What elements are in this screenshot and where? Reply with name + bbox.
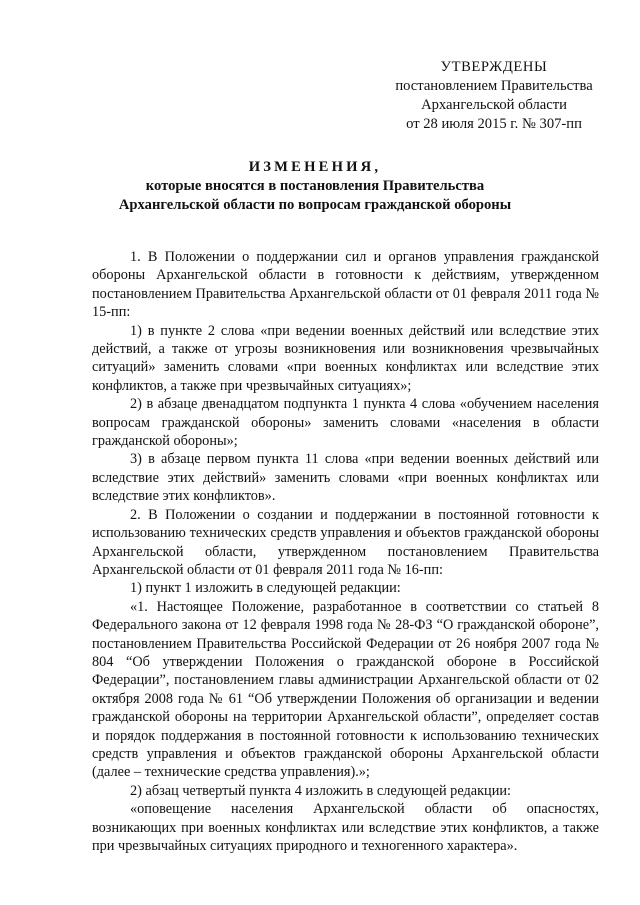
paragraph: «1. Настоящее Положение, разработанное в соответствии со статьей 8 Федерального закона от 12 февраля 1998 года № 28-ФЗ “О гражданской обороне”, постановлением Правительства Российской Федерации от 26 ноября 2007 года № 804 “Об утверждении Положения о гражданской обороне в Российской Федерации”, постановлением главы администрации Архангельской области от 02 октября 2008 года № 61 “Об утверждении Положения об организации и ведении гражданской обороны на территории Архангельской области”, определяет состав и порядок поддержания в постоянной готовности к использованию технических средств управления и объектов гражданской обороны Архангельской области (далее – технические средства управления).»; bbox=[92, 598, 599, 781]
paragraph: 3) в абзаце первом пункта 11 слова «при ведении военных действий или вследствие этих действий» заменить словами «при военных конфликтах или вследствие этих конфликтов». bbox=[92, 451, 599, 505]
approved-title: УТВЕРЖДЕНЫ bbox=[440, 59, 548, 75]
document-title bbox=[60, 158, 570, 215]
document-heading: ИЗМЕНЕНИЯ, bbox=[248, 159, 382, 175]
paragraph: 1) в пункте 2 слова «при ведении военных действий или вследствие этих действий, а также от угрозы возникновения или возникновения чрезвычайных ситуаций» заменить словами «при военных конфликтах или вследствие этих конфликтов, а также при чрезвычайных ситуациях»; bbox=[92, 322, 599, 394]
document-subtitle-line: которые вносятся в постановления Правительства bbox=[145, 178, 485, 194]
paragraph: 1) пункт 1 изложить в следующей редакции: bbox=[130, 580, 401, 597]
document-subtitle-line: Архангельской области по вопросам гражданской обороны bbox=[118, 197, 512, 213]
document-body bbox=[92, 248, 599, 855]
approved-line: постановлением Правительства bbox=[395, 78, 593, 94]
paragraph: 2. В Положении о создании и поддержании в постоянной готовности к использованию технических средств управления и объектов гражданской обороны Архангельской области, утвержденном постановлением Правительства Архангельской области от 01 февраля 2011 года № 16-пп: bbox=[92, 506, 599, 578]
approved-line: Архангельской области bbox=[421, 97, 567, 113]
paragraph: 2) абзац четвертый пункта 4 изложить в следующей редакции: bbox=[130, 782, 511, 799]
approved-date-line: от 28 июля 2015 г. № 307-пп bbox=[406, 116, 582, 132]
paragraph: 2) в абзаце двенадцатом подпункта 1 пункта 4 слова «обучением населения вопросам гражданской обороны» заменить словами «населения в области гражданской обороны»; bbox=[92, 396, 599, 450]
paragraph: 1. В Положении о поддержании сил и органов управления гражданской обороны Архангельской области в готовности к действиям, утвержденном постановлением Правительства Архангельской области от 01 февраля 2011 года № 15-пп: bbox=[92, 249, 599, 321]
paragraph: «оповещение населения Архангельской области об опасностях, возникающих при военных конфликтах или вследствие этих конфликтов, а также при чрезвычайных ситуациях природного и техногенного характера». bbox=[92, 801, 599, 854]
approval-stamp bbox=[380, 58, 608, 134]
